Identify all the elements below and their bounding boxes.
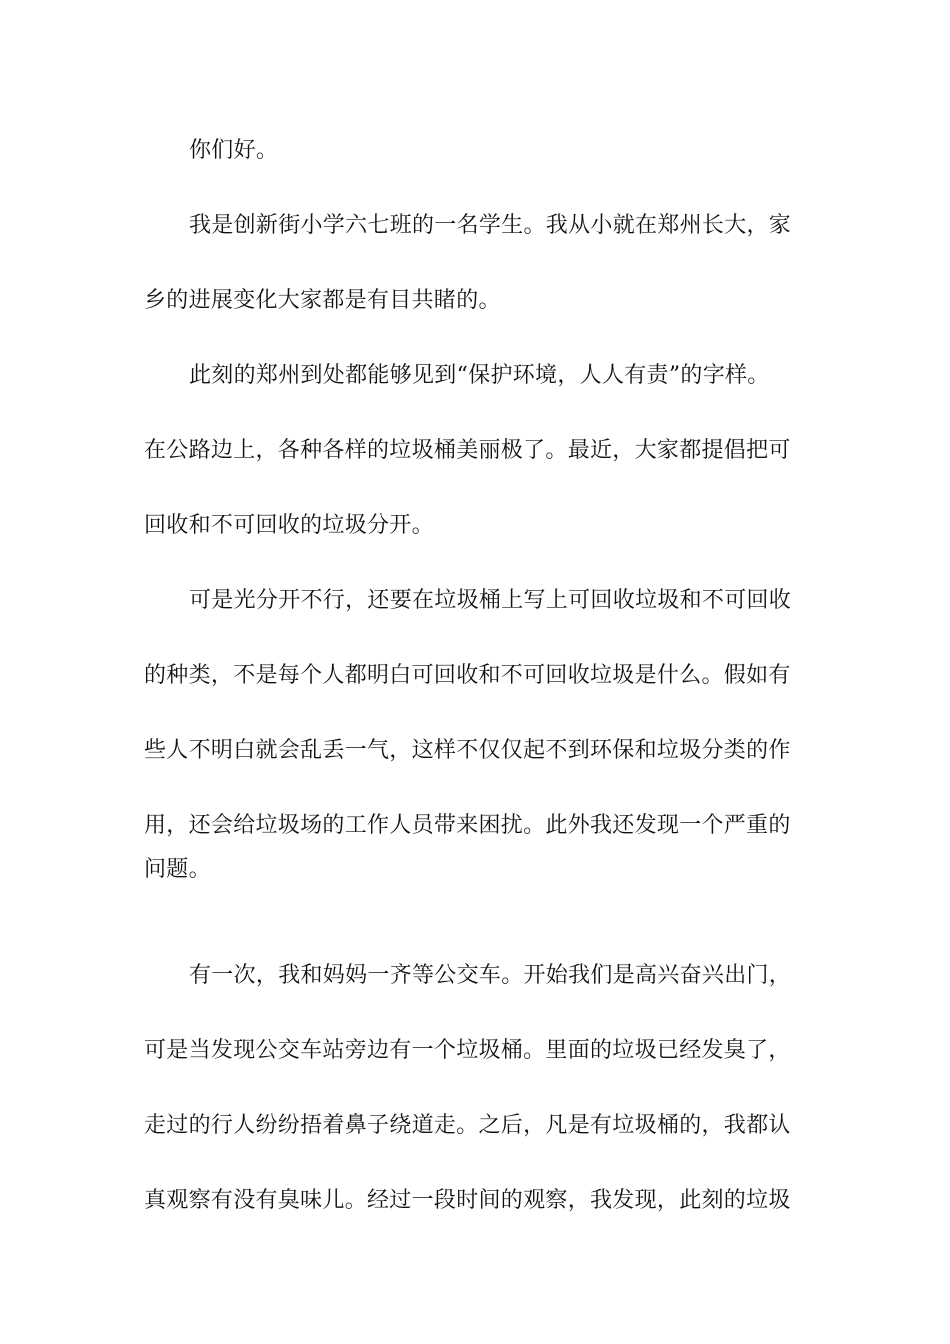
text-line: 走过的行人纷纷捂着鼻子绕道走。之后，凡是有垃圾桶的，我都认: [144, 1113, 791, 1138]
text-line: 你们好。: [189, 138, 279, 163]
text-line: 我是创新街小学六七班的一名学生。我从小就在郑州长大，家: [189, 213, 792, 238]
text-line: 回收和不可回收的垃圾分开。: [144, 513, 434, 538]
text-line: 问题。: [144, 857, 211, 882]
text-line: 可是当发现公交车站旁边有一个垃圾桶。里面的垃圾已经发臭了，: [144, 1038, 791, 1063]
text-line: 真观察有没有臭味儿。经过一段时间的观察，我发现，此刻的垃圾: [144, 1188, 791, 1213]
text-line: 有一次，我和妈妈一齐等公交车。开始我们是高兴奋兴出门，: [189, 963, 792, 988]
text-line: 乡的进展变化大家都是有目共睹的。: [144, 288, 501, 313]
text-line: 的种类，不是每个人都明白可回收和不可回收垃圾是什么。假如有: [144, 663, 791, 688]
text-line: 在公路边上，各种各样的垃圾桶美丽极了。最近，大家都提倡把可: [144, 438, 791, 463]
text-line: 用，还会给垃圾场的工作人员带来困扰。此外我还发现一个严重的: [144, 813, 791, 838]
text-line: 可是光分开不行，还要在垃圾桶上写上可回收垃圾和不可回收: [189, 588, 792, 613]
text-line: 此刻的郑州到处都能够见到“保护环境，人人有责”的字样。: [189, 363, 770, 388]
text-line: 些人不明白就会乱丢一气，这样不仅仅起不到环保和垃圾分类的作: [144, 738, 791, 763]
